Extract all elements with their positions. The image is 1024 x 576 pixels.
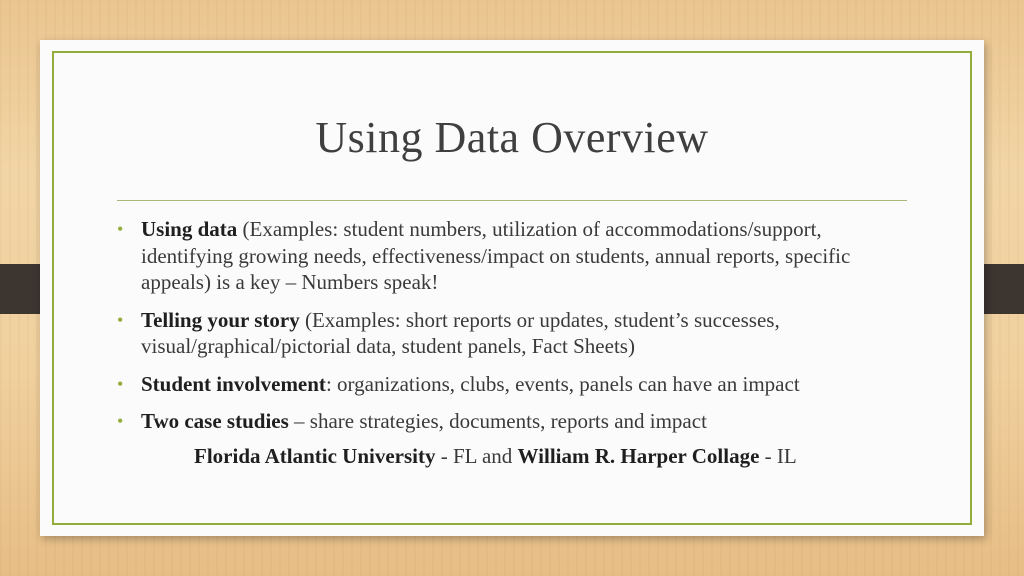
school-name-harper: William R. Harper Collage <box>517 444 760 468</box>
bullet-dot-icon: • <box>117 219 124 239</box>
bullet-dot-icon: • <box>117 309 124 330</box>
school-name-fau: Florida Atlantic University <box>194 444 436 468</box>
bullet-using-data <box>117 216 917 296</box>
case-study-schools <box>194 443 797 469</box>
state-suffix: - IL <box>759 444 797 468</box>
bullet-text: – share strategies, documents, reports and impact <box>288 409 707 433</box>
bullet-case-studies <box>117 408 917 435</box>
slide-title: Using Data Overview <box>315 113 709 162</box>
bullet-list <box>117 216 917 446</box>
bullet-heading: Two case studies <box>141 409 289 433</box>
bullet-text: (Examples: short reports or updates, student’s successes, visual/graphical/pictorial data, student panels, Fact Sheets) <box>141 307 780 358</box>
bullet-heading: Telling your story <box>141 307 300 332</box>
title-divider <box>117 200 907 201</box>
bullet-student-involvement <box>117 371 917 398</box>
bullet-dot-icon: • <box>117 373 124 394</box>
bullet-heading: Student involvement <box>141 371 326 396</box>
state-separator: - FL and <box>435 444 518 468</box>
bullet-dot-icon: • <box>117 411 124 431</box>
bullet-text: (Examples: student numbers, utilization of accommodations/support, identifying growing needs, effectiveness/impact on students, annual reports, specific appeals) is a key – Numbers speak! <box>141 217 851 294</box>
bullet-heading: Using data <box>141 217 238 241</box>
bullet-text: : organizations, clubs, events, panels can have an impact <box>325 371 800 396</box>
bullet-telling-story <box>117 307 917 360</box>
